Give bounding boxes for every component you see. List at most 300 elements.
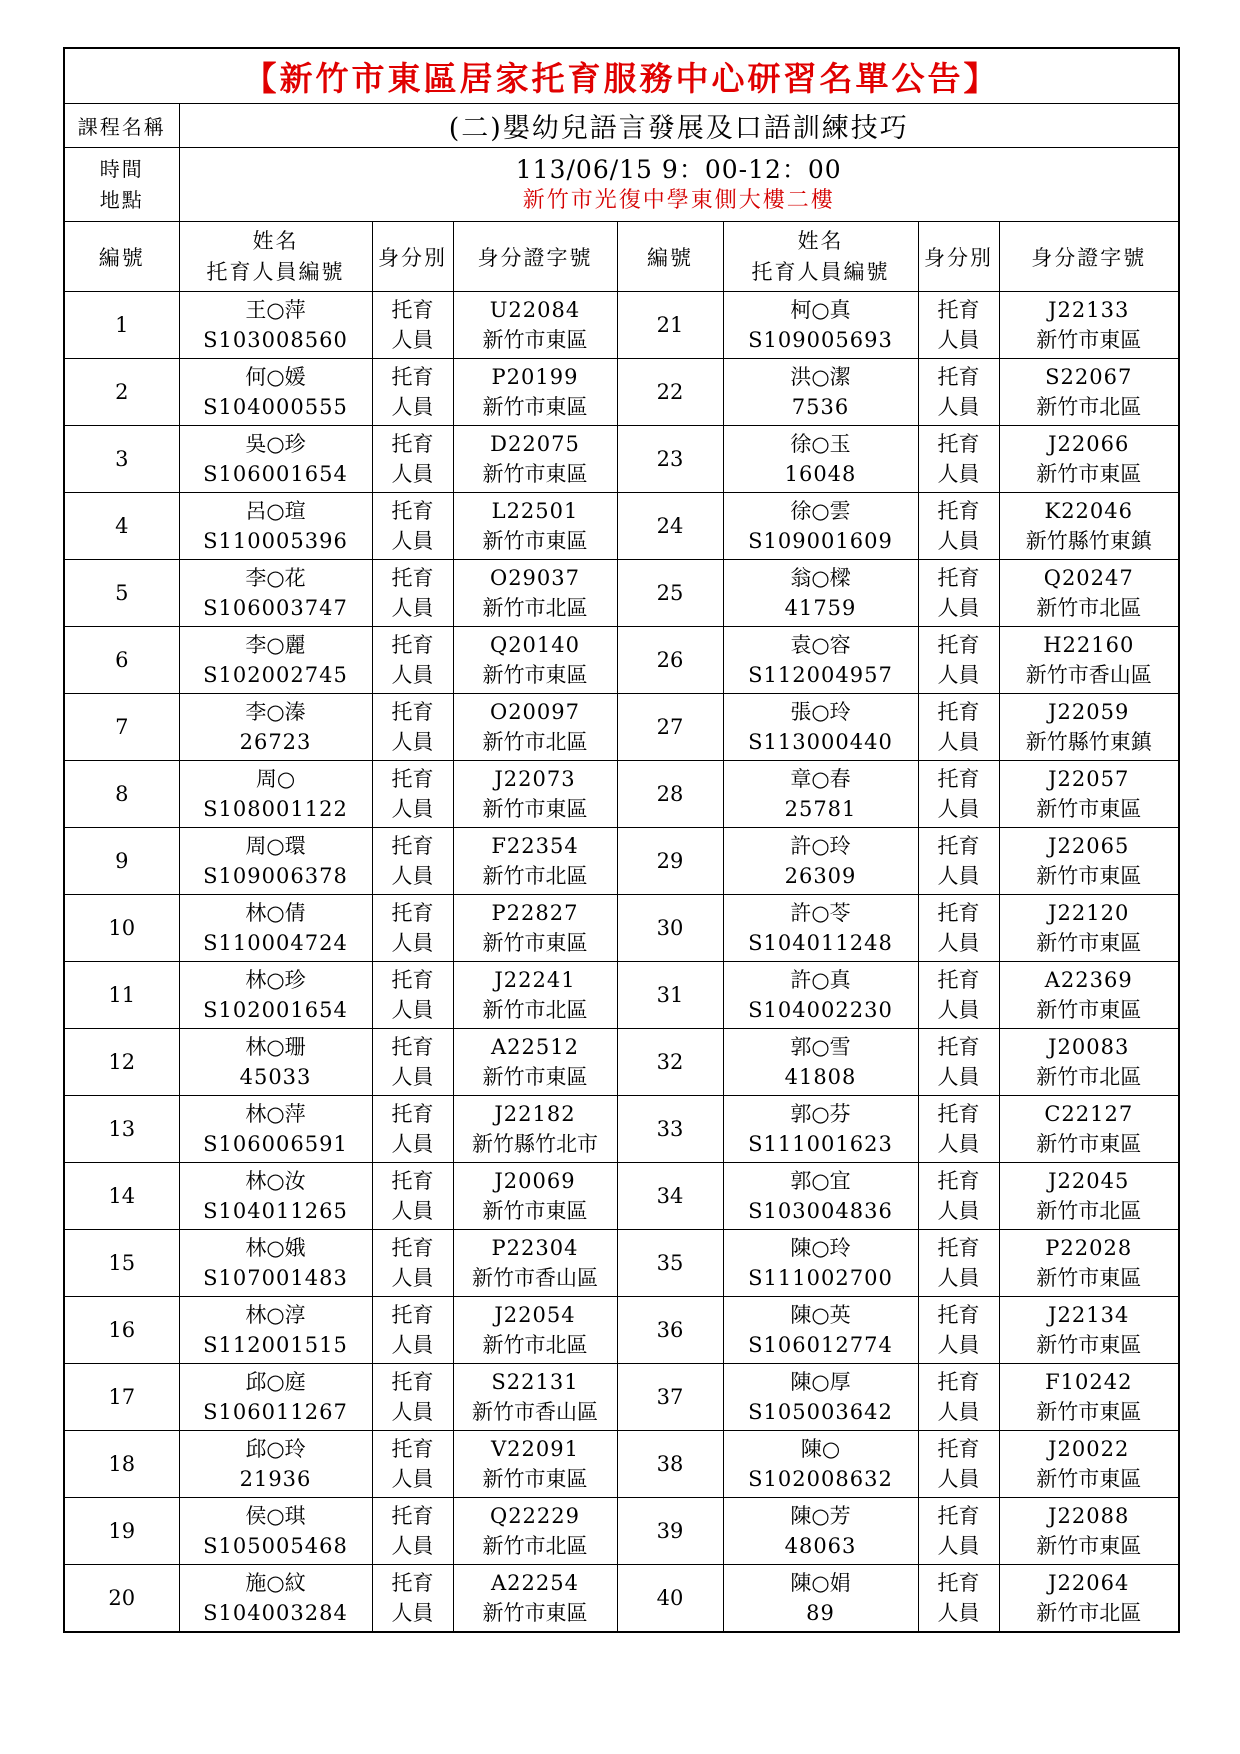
id-cell xyxy=(453,828,617,895)
caregiver-code: 21936 xyxy=(239,1467,312,1491)
role-line2: 人員 xyxy=(937,1601,980,1625)
caregiver-name: 施○紋 xyxy=(245,1571,306,1595)
caregiver-name: 徐○雲 xyxy=(790,499,851,523)
caregiver-code: S104011265 xyxy=(203,1199,348,1223)
id-number: J20083 xyxy=(1048,1035,1130,1059)
caregiver-name: 李○麗 xyxy=(245,633,306,657)
table-row xyxy=(64,761,1179,828)
role-line2: 人員 xyxy=(937,931,980,955)
role-line2: 人員 xyxy=(937,529,980,553)
entry-number: 7 xyxy=(64,694,179,761)
district: 新竹市東區 xyxy=(1036,462,1142,486)
role-line1: 托育 xyxy=(391,1370,434,1394)
session-place: 新竹市光復中學東側大樓二樓 xyxy=(522,187,835,213)
role-line2: 人員 xyxy=(937,328,980,352)
entry-number: 40 xyxy=(617,1565,723,1633)
entry-number: 30 xyxy=(617,895,723,962)
entry-number: 4 xyxy=(64,493,179,560)
district: 新竹市東區 xyxy=(1036,1400,1142,1424)
caregiver-cell xyxy=(723,359,918,426)
id-number: P22827 xyxy=(491,901,579,925)
role-line1: 托育 xyxy=(937,767,980,791)
role-line2: 人員 xyxy=(391,663,434,687)
role-cell xyxy=(372,1431,453,1498)
role-line1: 托育 xyxy=(391,1236,434,1260)
caregiver-name: 郭○宜 xyxy=(790,1169,851,1193)
role-cell xyxy=(918,694,999,761)
id-number: J22182 xyxy=(494,1102,576,1126)
id-cell xyxy=(999,426,1179,493)
role-line1: 托育 xyxy=(937,1437,980,1461)
caregiver-cell xyxy=(723,1230,918,1297)
caregiver-cell xyxy=(179,962,372,1029)
caregiver-cell xyxy=(723,292,918,359)
entry-number: 35 xyxy=(617,1230,723,1297)
role-line1: 托育 xyxy=(391,700,434,724)
title-row xyxy=(64,48,1179,104)
caregiver-name: 周○ xyxy=(255,767,296,791)
caregiver-code: S103008560 xyxy=(203,328,348,352)
caregiver-cell xyxy=(723,761,918,828)
id-cell xyxy=(999,359,1179,426)
role-cell xyxy=(372,1029,453,1096)
entry-number: 25 xyxy=(617,560,723,627)
id-cell xyxy=(999,1364,1179,1431)
caregiver-code: S107001483 xyxy=(203,1266,348,1290)
district: 新竹市東區 xyxy=(1036,931,1142,955)
caregiver-code: S102008632 xyxy=(748,1467,893,1491)
entry-number: 37 xyxy=(617,1364,723,1431)
id-number: P20199 xyxy=(491,365,579,389)
role-line2: 人員 xyxy=(391,864,434,888)
caregiver-code: 41759 xyxy=(784,596,857,620)
role-line1: 托育 xyxy=(391,901,434,925)
id-cell xyxy=(999,1431,1179,1498)
id-number: H22160 xyxy=(1043,633,1135,657)
caregiver-cell xyxy=(723,1096,918,1163)
id-number: J22065 xyxy=(1048,834,1130,858)
table-row xyxy=(64,895,1179,962)
id-number: J22064 xyxy=(1048,1571,1130,1595)
caregiver-code: 7536 xyxy=(791,395,850,419)
entry-number: 39 xyxy=(617,1498,723,1565)
role-line1: 托育 xyxy=(937,1571,980,1595)
caregiver-cell xyxy=(179,1297,372,1364)
caregiver-name: 林○倩 xyxy=(245,901,306,925)
entry-number: 28 xyxy=(617,761,723,828)
district: 新竹市東區 xyxy=(482,462,588,486)
caregiver-code: S109005693 xyxy=(748,328,893,352)
entry-number: 22 xyxy=(617,359,723,426)
entry-number: 13 xyxy=(64,1096,179,1163)
role-cell xyxy=(372,828,453,895)
id-cell xyxy=(453,1498,617,1565)
role-cell xyxy=(918,426,999,493)
caregiver-code: 16048 xyxy=(784,462,857,486)
district: 新竹市東區 xyxy=(1036,328,1142,352)
caregiver-name: 陳○英 xyxy=(790,1303,851,1327)
caregiver-cell xyxy=(179,560,372,627)
entry-number: 18 xyxy=(64,1431,179,1498)
role-line2: 人員 xyxy=(937,462,980,486)
table-row xyxy=(64,1163,1179,1230)
caregiver-cell xyxy=(179,493,372,560)
role-line1: 托育 xyxy=(391,365,434,389)
entry-number: 17 xyxy=(64,1364,179,1431)
district: 新竹市東區 xyxy=(482,663,588,687)
role-line2: 人員 xyxy=(391,1467,434,1491)
entry-number: 10 xyxy=(64,895,179,962)
id-number: F22354 xyxy=(491,834,579,858)
caregiver-cell xyxy=(723,828,918,895)
caregiver-code: S108001122 xyxy=(203,797,348,821)
table-row xyxy=(64,1498,1179,1565)
caregiver-cell xyxy=(723,694,918,761)
entry-number: 20 xyxy=(64,1565,179,1633)
district: 新竹市東區 xyxy=(482,931,588,955)
caregiver-cell xyxy=(179,761,372,828)
district: 新竹市北區 xyxy=(482,730,588,754)
district: 新竹市東區 xyxy=(1036,1534,1142,1558)
role-cell xyxy=(372,627,453,694)
caregiver-cell xyxy=(723,1431,918,1498)
id-number: L22501 xyxy=(491,499,579,523)
caregiver-code: 89 xyxy=(806,1601,835,1625)
role-line2: 人員 xyxy=(391,931,434,955)
role-line1: 托育 xyxy=(391,432,434,456)
table-row xyxy=(64,1297,1179,1364)
role-line2: 人員 xyxy=(391,596,434,620)
caregiver-name: 洪○潔 xyxy=(790,365,851,389)
role-cell xyxy=(918,962,999,1029)
entry-number: 36 xyxy=(617,1297,723,1364)
header-name-line1: 姓名 xyxy=(252,228,299,253)
caregiver-cell xyxy=(723,1565,918,1633)
role-cell xyxy=(372,560,453,627)
role-cell xyxy=(372,761,453,828)
header-role-2: 身分別 xyxy=(918,222,999,292)
district: 新竹縣竹北市 xyxy=(472,1132,598,1156)
role-line2: 人員 xyxy=(937,998,980,1022)
role-cell xyxy=(372,895,453,962)
caregiver-name: 袁○容 xyxy=(790,633,851,657)
caregiver-name: 徐○玉 xyxy=(790,432,851,456)
caregiver-cell xyxy=(179,426,372,493)
header-no-2: 編號 xyxy=(617,222,723,292)
district: 新竹市北區 xyxy=(1036,1065,1142,1089)
role-cell xyxy=(372,1096,453,1163)
caregiver-name: 陳○ xyxy=(800,1437,841,1461)
place-label: 地點 xyxy=(99,187,144,212)
district: 新竹市東區 xyxy=(482,1065,588,1089)
id-cell xyxy=(999,828,1179,895)
district: 新竹市北區 xyxy=(482,864,588,888)
entry-number: 9 xyxy=(64,828,179,895)
table-row xyxy=(64,962,1179,1029)
caregiver-cell xyxy=(179,1096,372,1163)
id-cell xyxy=(999,1096,1179,1163)
id-cell xyxy=(999,962,1179,1029)
caregiver-name: 郭○雪 xyxy=(790,1035,851,1059)
district: 新竹市東區 xyxy=(482,529,588,553)
id-cell xyxy=(453,560,617,627)
id-number: J22133 xyxy=(1048,298,1130,322)
role-line1: 托育 xyxy=(937,700,980,724)
district: 新竹市東區 xyxy=(482,1601,588,1625)
caregiver-code: S111001623 xyxy=(748,1132,893,1156)
caregiver-name: 柯○真 xyxy=(790,298,851,322)
header-name-line2: 托育人員編號 xyxy=(206,259,345,284)
header-no: 編號 xyxy=(64,222,179,292)
caregiver-cell xyxy=(723,1163,918,1230)
table-row xyxy=(64,694,1179,761)
table-row xyxy=(64,828,1179,895)
role-line2: 人員 xyxy=(391,998,434,1022)
id-number: J22088 xyxy=(1048,1504,1130,1528)
role-cell xyxy=(918,1297,999,1364)
district: 新竹市北區 xyxy=(482,1534,588,1558)
id-cell xyxy=(999,560,1179,627)
header-id-2: 身分證字號 xyxy=(999,222,1179,292)
role-cell xyxy=(918,1364,999,1431)
header-name-2 xyxy=(723,222,918,292)
caregiver-cell xyxy=(723,1498,918,1565)
caregiver-name: 林○萍 xyxy=(245,1102,306,1126)
caregiver-code: 45033 xyxy=(239,1065,312,1089)
caregiver-code: S104011248 xyxy=(748,931,893,955)
caregiver-code: S104003284 xyxy=(203,1601,348,1625)
district: 新竹市北區 xyxy=(1036,1601,1142,1625)
id-number: P22028 xyxy=(1045,1236,1133,1260)
caregiver-code: S106003747 xyxy=(203,596,348,620)
district: 新竹市香山區 xyxy=(1025,663,1152,687)
entry-number: 8 xyxy=(64,761,179,828)
caregiver-name: 林○珊 xyxy=(245,1035,306,1059)
role-line2: 人員 xyxy=(391,1266,434,1290)
role-line2: 人員 xyxy=(391,395,434,419)
role-line2: 人員 xyxy=(937,730,980,754)
id-number: Q20140 xyxy=(489,633,581,657)
course-name: (二)嬰幼兒語言發展及口語訓練技巧 xyxy=(179,104,1179,148)
caregiver-name: 何○媛 xyxy=(245,365,306,389)
role-line2: 人員 xyxy=(937,596,980,620)
entry-number: 2 xyxy=(64,359,179,426)
caregiver-cell xyxy=(179,1431,372,1498)
caregiver-cell xyxy=(179,359,372,426)
id-cell xyxy=(453,761,617,828)
id-number: P22304 xyxy=(491,1236,579,1260)
district: 新竹市北區 xyxy=(482,1333,588,1357)
role-cell xyxy=(918,1565,999,1633)
district: 新竹市北區 xyxy=(482,998,588,1022)
role-line1: 托育 xyxy=(937,901,980,925)
role-cell xyxy=(918,627,999,694)
id-number: J22066 xyxy=(1048,432,1130,456)
caregiver-name: 郭○芬 xyxy=(790,1102,851,1126)
caregiver-code: S106011267 xyxy=(203,1400,348,1424)
caregiver-cell xyxy=(723,1029,918,1096)
role-line1: 托育 xyxy=(391,499,434,523)
district: 新竹市東區 xyxy=(1036,1467,1142,1491)
caregiver-name: 呂○瑄 xyxy=(245,499,306,523)
header-name-line1-2: 姓名 xyxy=(797,228,844,253)
role-line1: 托育 xyxy=(391,298,434,322)
table-row xyxy=(64,627,1179,694)
id-cell xyxy=(453,359,617,426)
id-number: F10242 xyxy=(1045,1370,1133,1394)
id-number: O20097 xyxy=(489,700,581,724)
id-cell xyxy=(453,426,617,493)
id-number: J22073 xyxy=(494,767,576,791)
role-line1: 托育 xyxy=(937,1370,980,1394)
id-number: Q22229 xyxy=(489,1504,581,1528)
caregiver-name: 林○珍 xyxy=(245,968,306,992)
table-row xyxy=(64,292,1179,359)
entry-number: 24 xyxy=(617,493,723,560)
entry-number: 38 xyxy=(617,1431,723,1498)
caregiver-name: 邱○庭 xyxy=(245,1370,306,1394)
role-cell xyxy=(918,292,999,359)
table-row xyxy=(64,1431,1179,1498)
caregiver-name: 張○玲 xyxy=(790,700,851,724)
role-line2: 人員 xyxy=(391,1333,434,1357)
caregiver-cell xyxy=(179,895,372,962)
caregiver-name: 許○真 xyxy=(790,968,851,992)
district: 新竹市香山區 xyxy=(472,1266,598,1290)
header-row xyxy=(64,222,1179,292)
info-values xyxy=(179,148,1179,222)
caregiver-code: S102002745 xyxy=(203,663,348,687)
caregiver-name: 林○淳 xyxy=(245,1303,306,1327)
role-cell xyxy=(918,828,999,895)
caregiver-code: S104002230 xyxy=(748,998,893,1022)
caregiver-code: S105003642 xyxy=(748,1400,893,1424)
caregiver-code: 25781 xyxy=(784,797,857,821)
caregiver-cell xyxy=(179,1163,372,1230)
entry-number: 3 xyxy=(64,426,179,493)
role-line2: 人員 xyxy=(937,797,980,821)
header-id: 身分證字號 xyxy=(453,222,617,292)
caregiver-cell xyxy=(723,627,918,694)
caregiver-name: 許○玲 xyxy=(790,834,851,858)
id-number: A22254 xyxy=(491,1571,579,1595)
table-row xyxy=(64,1096,1179,1163)
role-cell xyxy=(372,359,453,426)
entry-number: 27 xyxy=(617,694,723,761)
entry-number: 26 xyxy=(617,627,723,694)
caregiver-cell xyxy=(179,627,372,694)
district: 新竹市香山區 xyxy=(472,1400,598,1424)
caregiver-code: 26723 xyxy=(239,730,312,754)
id-cell xyxy=(999,1029,1179,1096)
district: 新竹市東區 xyxy=(482,1467,588,1491)
id-number: J22057 xyxy=(1048,767,1130,791)
role-line1: 托育 xyxy=(391,968,434,992)
role-line1: 托育 xyxy=(937,566,980,590)
caregiver-name: 陳○玲 xyxy=(790,1236,851,1260)
entry-number: 1 xyxy=(64,292,179,359)
id-number: A22512 xyxy=(491,1035,579,1059)
caregiver-code: S106006591 xyxy=(203,1132,348,1156)
district: 新竹市東區 xyxy=(1036,1132,1142,1156)
id-cell xyxy=(453,1565,617,1633)
caregiver-code: 48063 xyxy=(784,1534,857,1558)
caregiver-name: 林○汝 xyxy=(245,1169,306,1193)
id-cell xyxy=(453,1029,617,1096)
role-line1: 托育 xyxy=(937,1303,980,1327)
role-cell xyxy=(918,1096,999,1163)
role-line2: 人員 xyxy=(937,663,980,687)
caregiver-cell xyxy=(179,1498,372,1565)
table-row xyxy=(64,1029,1179,1096)
role-line2: 人員 xyxy=(391,529,434,553)
caregiver-code: S109001609 xyxy=(748,529,893,553)
caregiver-name: 陳○芳 xyxy=(790,1504,851,1528)
caregiver-code: 26309 xyxy=(784,864,857,888)
caregiver-cell xyxy=(723,962,918,1029)
role-cell xyxy=(918,895,999,962)
id-number: S22131 xyxy=(491,1370,579,1394)
role-line1: 托育 xyxy=(937,1236,980,1260)
role-line1: 托育 xyxy=(391,633,434,657)
course-label: 課程名稱 xyxy=(64,104,179,148)
role-cell xyxy=(372,1297,453,1364)
role-line2: 人員 xyxy=(937,1132,980,1156)
role-line1: 托育 xyxy=(391,767,434,791)
id-number: J22059 xyxy=(1048,700,1130,724)
role-line1: 托育 xyxy=(391,1035,434,1059)
district: 新竹市東區 xyxy=(482,1199,588,1223)
caregiver-name: 李○花 xyxy=(245,566,306,590)
table-row xyxy=(64,493,1179,560)
caregiver-code: S112001515 xyxy=(203,1333,348,1357)
id-number: U22084 xyxy=(489,298,581,322)
role-cell xyxy=(918,1029,999,1096)
header-name-line2-2: 托育人員編號 xyxy=(751,259,890,284)
id-number: V22091 xyxy=(491,1437,579,1461)
caregiver-code: S102001654 xyxy=(203,998,348,1022)
caregiver-cell xyxy=(723,1364,918,1431)
role-line2: 人員 xyxy=(937,395,980,419)
entry-number: 5 xyxy=(64,560,179,627)
caregiver-name: 章○春 xyxy=(790,767,851,791)
role-line1: 托育 xyxy=(937,1102,980,1126)
id-number: K22046 xyxy=(1044,499,1133,523)
role-line1: 托育 xyxy=(937,499,980,523)
role-cell xyxy=(918,1163,999,1230)
id-number: S22067 xyxy=(1045,365,1133,389)
id-cell xyxy=(999,694,1179,761)
caregiver-cell xyxy=(723,493,918,560)
caregiver-name: 陳○娟 xyxy=(790,1571,851,1595)
caregiver-code: S106001654 xyxy=(203,462,348,486)
role-cell xyxy=(372,292,453,359)
caregiver-name: 林○娥 xyxy=(245,1236,306,1260)
district: 新竹市北區 xyxy=(1036,596,1142,620)
id-number: J22134 xyxy=(1048,1303,1130,1327)
role-cell xyxy=(372,1163,453,1230)
caregiver-code: 41808 xyxy=(784,1065,857,1089)
id-number: A22369 xyxy=(1044,968,1133,992)
role-line2: 人員 xyxy=(391,1065,434,1089)
district: 新竹市東區 xyxy=(1036,797,1142,821)
caregiver-name: 侯○琪 xyxy=(245,1504,306,1528)
table-row xyxy=(64,1565,1179,1633)
entry-number: 19 xyxy=(64,1498,179,1565)
id-cell xyxy=(999,1230,1179,1297)
entry-number: 16 xyxy=(64,1297,179,1364)
caregiver-cell xyxy=(723,426,918,493)
